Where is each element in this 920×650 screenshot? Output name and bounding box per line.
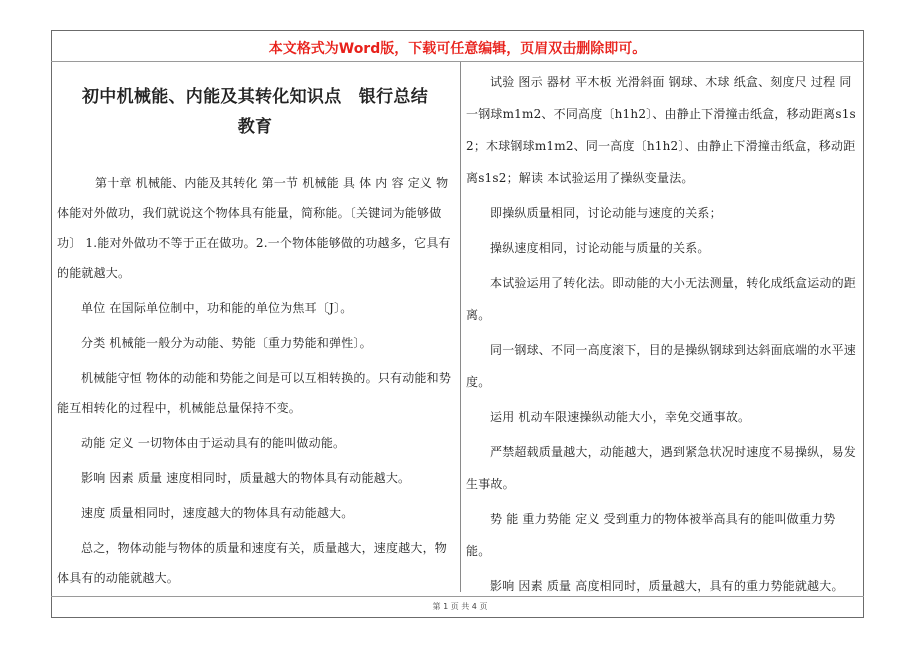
paragraph: 总之，物体动能与物体的质量和速度有关，质量越大，速度越大，物体具有的动能就越大。 <box>57 541 448 585</box>
paragraph: 第十章 机械能、内能及其转化 第一节 机械能 具 体 内 容 定义 物体能对外做功，我们就说这个物体具有能量，简称能。〔关键词为能够做功〕 1.能对外做功不等于正在做功。2.一个物体能够做的功越多，它具有的能就越大。 <box>57 176 451 280</box>
paragraph: 分类 机械能一般分为动能、势能〔重力势能和弹性〕。 <box>81 336 372 350</box>
paragraph: 势 能 重力势能 定义 受到重力的物体被举高具有的能叫做重力势能。 <box>466 512 836 558</box>
paragraph: 影响 因素 质量 速度相同时，质量越大的物体具有动能越大。 <box>81 471 411 485</box>
paragraph: 同一钢球、不同一高度滚下，目的是操纵钢球到达斜面底端的水平速度。 <box>466 343 857 389</box>
paragraph: 单位 在国际单位制中，功和能的单位为焦耳〔J〕。 <box>81 301 353 315</box>
right-column <box>466 66 858 605</box>
header-divider <box>51 61 864 62</box>
paragraph: 速度 质量相同时，速度越大的物体具有动能越大。 <box>81 506 354 520</box>
paragraph: 机械能守恒 物体的动能和势能之间是可以互相转换的。只有动能和势能互相转化的过程中，机械能总量保持不变。 <box>57 371 452 415</box>
paragraph: 影响 因素 质量 高度相同时，质量越大，具有的重力势能就越大。 <box>490 579 844 593</box>
left-column <box>57 82 463 598</box>
paragraph: 严禁超载质量越大，动能越大，遇到紧急状况时速度不易操纵，易发生事故。 <box>466 445 857 491</box>
paragraph: 即操纵质量相同，讨论动能与速度的关系； <box>490 206 722 220</box>
paragraph: 运用 机动车限速操纵动能大小，幸免交通事故。 <box>490 410 751 424</box>
page-footer: 第 1 页 共 4 页 <box>432 602 488 611</box>
paragraph: 动能 定义 一切物体由于运动具有的能叫做动能。 <box>81 436 346 450</box>
paragraph: 操纵速度相同，讨论动能与质量的关系。 <box>490 241 710 255</box>
column-divider <box>460 62 461 592</box>
document-title: 初中机械能、内能及其转化知识点 银行总结 教育 <box>82 87 463 137</box>
header-notice: 本文格式为Word版，下载可任意编辑，页眉双击删除即可。 <box>268 41 647 57</box>
paragraph: 本试验运用了转化法。即动能的大小无法测量，转化成纸盒运动的距离。 <box>466 276 857 322</box>
paragraph: 试验 图示 器材 平木板 光滑斜面 钢球、木球 纸盒、刻度尺 过程 同一钢球m1m2、不同高度〔h1h2〕、由静止下滑撞击纸盒，移动距离s1s2；木球钢球m1m2、同一高度〔h1h2〕、由静止下滑撞击纸盒，移动距离s1s2；解读 本试验运用了操纵变量法。 <box>466 75 856 185</box>
